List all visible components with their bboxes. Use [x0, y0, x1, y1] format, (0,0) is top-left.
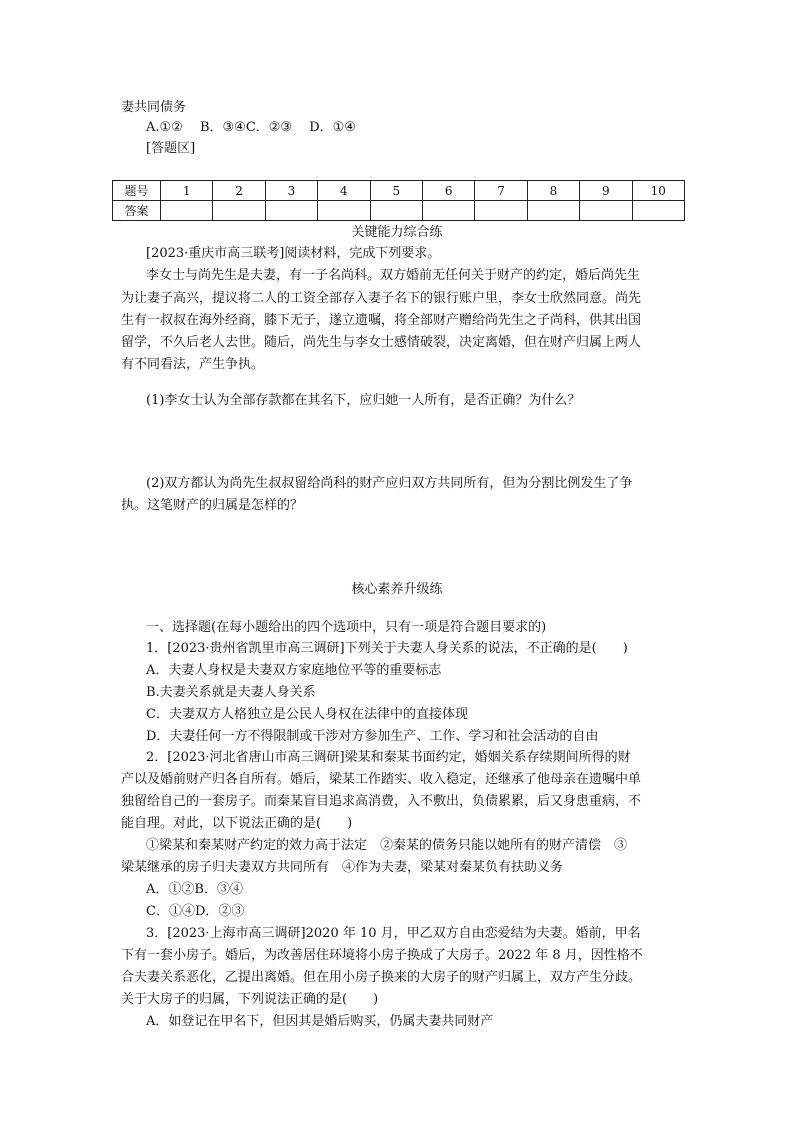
paragraph-line: 生有一叔叔在海外经商，膝下无子，遂立遗嘱，将全部财产赠给尚先生之子尚科，供其出国: [121, 313, 642, 328]
option-a: A．夫妻人身权是夫妻双方家庭地位平等的重要标志: [146, 663, 442, 678]
paragraph-line: 留学，不久后老人去世。随后，尚先生与李女士感情破裂，决定离婚，但在财产归属上两人: [121, 335, 642, 350]
option-c: C．夫妻双方人格独立是公民人身权在法律中的直接体现: [146, 707, 468, 722]
options-line: C．①④D．②③: [146, 904, 245, 919]
answer-cell[interactable]: [475, 201, 527, 221]
option-a: A．如登记在甲名下，但因其是婚后购买，仍属夫妻共同财产: [146, 1014, 494, 1029]
option-d: D．夫妻任何一方不得限制或干涉对方参加生产、工作、学习和社会活动的自由: [146, 729, 599, 744]
options-line: A.①② B．③④C．②③ D．①④: [146, 120, 356, 135]
table-cell: 1: [161, 181, 213, 201]
question-2: (2)双方都认为尚先生叔叔留给尚科的财产应归双方共同所有，但为分割比例发生了争: [146, 476, 633, 491]
table-cell: 4: [318, 181, 370, 201]
section-intro: 一、选择题(在每小题给出的四个选项中，只有一项是符合题目要求的): [146, 620, 547, 635]
text-line: 妻共同债务: [121, 100, 187, 115]
mc-question-3-cont: 合夫妻关系恶化，乙提出离婚。但在用小房子换来的大房子的财产归属上，双方产生分歧。: [121, 970, 642, 985]
answer-table: [112, 180, 685, 221]
table-cell: 8: [527, 181, 579, 201]
section-title: 关键能力综合练: [351, 225, 443, 240]
table-cell: 5: [370, 181, 422, 201]
question-2-cont: 执。这笔财产的归属是怎样的？: [121, 498, 304, 513]
table-cell: 2: [213, 181, 265, 201]
answer-cell[interactable]: [265, 201, 317, 221]
answer-cell[interactable]: [161, 201, 213, 221]
options-line: A．①②B．③④: [146, 882, 243, 897]
paragraph-line: 李女士与尚先生是夫妻，有一子名尚科。双方婚前无任何关于财产的约定，婚后尚先生: [146, 268, 641, 283]
mc-question-3-cont: 关于大房子的归属，下列说法正确的是( ): [121, 992, 379, 1007]
paragraph-line: 有不同看法，产生争执。: [121, 357, 265, 372]
statement-line: ①梁某和秦某财产约定的效力高于法定 ②秦某的债务只能以她所有的财产清偿 ③: [146, 838, 628, 853]
table-cell: 9: [580, 181, 632, 201]
section-title: 核心素养升级练: [351, 582, 443, 597]
table-cell: 7: [475, 181, 527, 201]
mc-question-1: 1．[2023·贵州省凯里市高三调研]下列关于夫妻人身关系的说法，不正确的是( ): [146, 641, 628, 656]
mc-question-2-cont: 能自理。对此，以下说法正确的是( ): [121, 816, 353, 831]
table-row: [113, 201, 685, 221]
table-row: [113, 181, 685, 201]
mc-question-2: 2．[2023·河北省唐山市高三调研]梁某和秦某书面约定，婚姻关系存续期间所得的财: [146, 750, 631, 765]
answer-cell[interactable]: [318, 201, 370, 221]
question-1: (1)李女士认为全部存款都在其名下，应归她一人所有，是否正确？为什么？: [146, 393, 581, 408]
option-b: B.夫妻关系就是夫妻人身关系: [146, 685, 316, 700]
answer-cell[interactable]: [632, 201, 684, 221]
answer-cell[interactable]: [527, 201, 579, 221]
mc-question-2-cont: 产以及婚前财产归各自所有。婚后，梁某工作踏实、收入稳定，还继承了他母亲在遗嘱中单: [121, 772, 642, 787]
answer-cell[interactable]: [370, 201, 422, 221]
answer-area-label: [答题区]: [146, 141, 196, 156]
table-cell: 6: [422, 181, 474, 201]
answer-cell[interactable]: [213, 201, 265, 221]
statement-line: 梁某继承的房子归夫妻双方共同所有 ④作为夫妻，梁某对秦某负有扶助义务: [121, 860, 564, 875]
mc-question-2-cont: 独留给自己的一套房子。而秦某盲目追求高消费，入不敷出，负债累累，后又身患重病，不: [121, 794, 642, 809]
row-label-number: 题号: [113, 181, 161, 201]
mc-question-3-cont: 下有一套小房子。婚后，为改善居住环境将小房子换成了大房子。2022 年 8 月，因性格不: [121, 948, 643, 963]
answer-cell[interactable]: [422, 201, 474, 221]
mc-question-3: 3．[2023·上海市高三调研]2020 年 10 月，甲乙双方自由恋爱结为夫妻。婚前，甲名: [146, 926, 641, 941]
answer-cell[interactable]: [580, 201, 632, 221]
paragraph-line: 为让妻子高兴，提议将二人的工资全部存入妻子名下的银行账户里，李女士欣然同意。尚先: [121, 291, 642, 306]
table-cell: 3: [265, 181, 317, 201]
source-line: [2023·重庆市高三联考]阅读材料，完成下列要求。: [146, 246, 441, 261]
table-cell: 10: [632, 181, 684, 201]
row-label-answer: 答案: [113, 201, 161, 221]
